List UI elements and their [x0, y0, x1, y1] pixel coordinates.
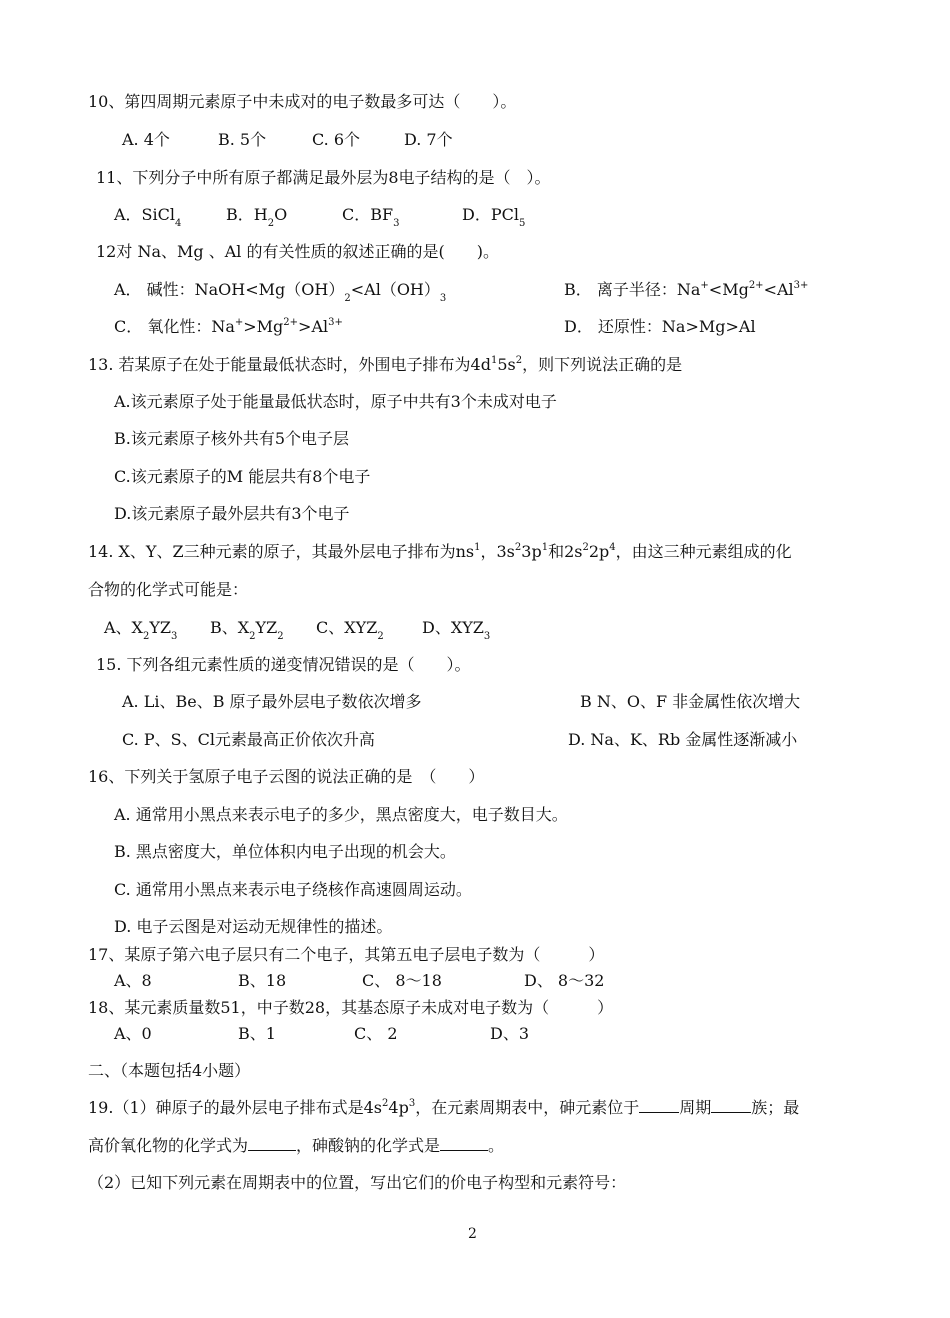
q15-stem: 15. 下列各组元素性质的递变情况错误的是（ ）。 — [96, 655, 471, 674]
q12-stem: 12对 Na、Mg 、Al 的有关性质的叙述正确的是( )。 — [96, 242, 499, 261]
page-number: 2 — [468, 1226, 477, 1242]
q17-option-a: A、8 — [114, 971, 152, 990]
q14-stem: 14. X、Y、Z三种元素的原子，其最外层电子排布为$ns^1$，$3s^23p^1$和$2s^22p^4$，由这三种元素组成的化 — [88, 542, 792, 561]
q12-option-b: B． 离子半径：$Na^+<Mg^{2+}<Al^{3+}$ — [564, 280, 809, 299]
q17-option-c: C、 8～18 — [362, 971, 442, 990]
q14-stem-line2: 合物的化学式可能是： — [88, 580, 249, 599]
oxide-formula-blank[interactable] — [248, 1136, 296, 1151]
q10-option-c: C. 6个 — [312, 130, 361, 149]
q13-option-a: A.该元素原子处于能量最低状态时，原子中共有3个未成对电子 — [114, 392, 557, 411]
q10-stem: 10、第四周期元素原子中未成对的电子数最多可达（ ）。 — [88, 92, 517, 111]
section-title: 二、（本题包括4小题） — [88, 1061, 251, 1080]
q18-stem: 18、某元素质量数51，中子数28，其基态原子未成对电子数为（ ） — [88, 998, 614, 1017]
q14-option-c: C、$XYZ_2$ — [316, 618, 384, 642]
q17-option-d: D、 8～32 — [524, 971, 605, 990]
sodium-arsenate-blank[interactable] — [440, 1136, 488, 1151]
q11-stem: 11、下列分子中所有原子都满足最外层为8电子结构的是（ ）。 — [96, 168, 551, 187]
q18-option-c: C、 2 — [354, 1024, 398, 1043]
q14-option-a: A、$X_2YZ_3$ — [104, 618, 178, 642]
q13-option-c: C.该元素原子的M 能层共有8个电子 — [114, 467, 371, 486]
q12-option-a: A． 碱性：$NaOH<Mg(OH)_2<Al(OH)_3$ — [114, 280, 447, 304]
period-blank[interactable] — [639, 1098, 679, 1113]
q11-option-c: C．$BF_3$ — [342, 205, 400, 229]
q18-option-b: B、1 — [238, 1024, 276, 1043]
q10-option-b: B. 5个 — [218, 130, 267, 149]
q16-option-a: A. 通常用小黑点来表示电子的多少，黑点密度大，电子数目大。 — [114, 805, 568, 824]
q11-option-b: B．$H_2O$ — [226, 205, 288, 229]
q15-option-d: D. Na、K、Rb 金属性逐渐减小 — [568, 730, 798, 749]
q13-option-b: B.该元素原子核外共有5个电子层 — [114, 429, 350, 448]
q15-option-a: A. Li、Be、B 原子最外层电子数依次增多 — [122, 692, 422, 711]
q18-option-a: A、0 — [114, 1024, 152, 1043]
q16-option-b: B. 黑点密度大，单位体积内电子出现的机会大。 — [114, 842, 456, 861]
q14-option-b: B、$X_2YZ_2$ — [210, 618, 284, 642]
q19-part2: （2）已知下列元素在周期表中的位置，写出它们的价电子构型和元素符号： — [88, 1173, 627, 1192]
q19-part1-line2: 高价氧化物的化学式为 ，砷酸钠的化学式是 。 — [88, 1136, 505, 1155]
q14-option-d: D、$XYZ_3$ — [422, 618, 491, 642]
q15-option-c: C. P、S、Cl元素最高正价依次升高 — [122, 730, 375, 749]
q10-option-a: A. 4个 — [122, 130, 170, 149]
q11-option-a: A．SiCl$_4$ — [114, 205, 182, 229]
q13-option-d: D.该元素原子最外层共有3个电子 — [114, 504, 350, 523]
q10-option-d: D. 7个 — [404, 130, 453, 149]
q12-option-d: D． 还原性：Na>Mg>Al — [564, 317, 756, 336]
q12-option-c: C． 氧化性：$Na^+>Mg^{2+}>Al^{3+}$ — [114, 317, 343, 336]
group-blank[interactable] — [711, 1098, 751, 1113]
q11-option-d: D．PCl$_5$ — [462, 205, 526, 229]
q17-option-b: B、18 — [238, 971, 287, 990]
q19-part1-line1: 19.（1）砷原子的最外层电子排布式是$4s^24p^3$，在元素周期表中，砷元素位于 周期 族；最 — [88, 1098, 800, 1117]
q17-stem: 17、某原子第六电子层只有二个电子，其第五电子层电子数为（ ） — [88, 945, 605, 964]
q16-stem: 16、下列关于氢原子电子云图的说法正确的是 （ ） — [88, 767, 485, 786]
q15-option-b: B N、O、F 非金属性依次增大 — [580, 692, 801, 711]
q16-option-d: D. 电子云图是对运动无规律性的描述。 — [114, 917, 393, 936]
q16-option-c: C. 通常用小黑点来表示电子绕核作高速圆周运动。 — [114, 880, 472, 899]
q18-option-d: D、3 — [490, 1024, 530, 1043]
q13-stem: 13. 若某原子在处于能量最低状态时，外围电子排布为$4d^15s^2$，则下列说法正确的是 — [88, 355, 683, 374]
